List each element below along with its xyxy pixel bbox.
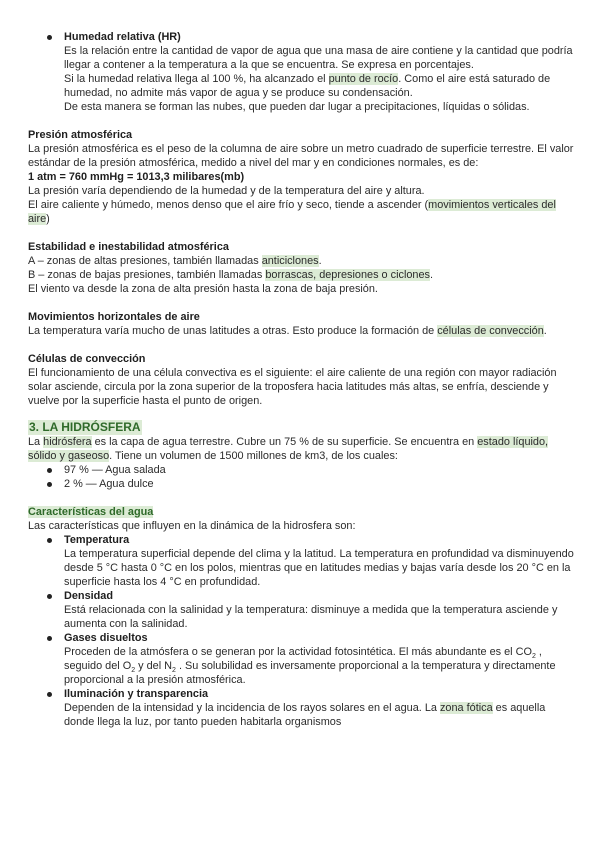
densidad-text: Está relacionada con la salinidad y la temperatura: disminuye a medida que la temperatura asciende y aumenta con la salinidad. [64, 604, 558, 630]
humedad-p3: De esta manera se forman las nubes, que pueden dar lugar a precipitaciones, líquidas o sólidas. [64, 101, 530, 113]
hidrosfera-post: . Tiene un volumen de 1500 millones de km3, de los cuales: [109, 450, 398, 462]
iluminacion-title: Iluminación y transparencia [64, 688, 209, 700]
humedad-p2-a: Si la humedad relativa llega al 100 %, ha alcanzado el [64, 73, 329, 85]
agua-dulce-item: 2 % — Agua dulce [64, 478, 154, 490]
celulas-section [28, 352, 576, 408]
bullet-dot [47, 636, 52, 641]
caracteristicas-section [28, 505, 576, 729]
humedad-bullet [28, 30, 576, 114]
movimientos-section [28, 310, 576, 338]
list-item [28, 477, 576, 491]
bullet-dot [47, 468, 52, 473]
o2-subscript: 2 [131, 667, 136, 675]
humedad-title: Humedad relativa (HR) [64, 31, 181, 43]
celulas-text: El funcionamiento de una célula convectiva es el siguiente: el aire caliente de una región con mayor radiación solar asciende, circula por la zona superior de la troposfera hacia latitudes más altas, se enfría, desciende y vuelve por la superficie hasta el punto de origen. [28, 367, 557, 407]
hidrosfera-text [28, 435, 576, 463]
presion-section [28, 128, 576, 226]
estabilidad-c: El viento va desde la zona de alta presión hasta la zona de baja presión. [28, 283, 378, 295]
iluminacion-bullet [28, 687, 576, 729]
hidrosfera-pre: La [28, 436, 44, 448]
densidad-bullet [28, 589, 576, 631]
iluminacion-post: es aquella donde llega la luz, por tanto pueden habitarla organismos [64, 702, 546, 728]
celulas-conveccion-highlight: células de convección [437, 325, 544, 337]
agua-salada-item: 97 % — Agua salada [64, 464, 166, 476]
gases-title: Gases disueltos [64, 632, 148, 644]
bullet-dot [47, 692, 52, 697]
gases-bullet [28, 631, 576, 687]
document-content [28, 30, 576, 729]
estabilidad-a [28, 254, 576, 268]
co2-subscript: 2 [531, 653, 536, 661]
temperatura-bullet [28, 533, 576, 589]
humedad-p2 [64, 72, 576, 100]
estabilidad-section [28, 240, 576, 296]
humedad-p2-b: . Como el aire está saturado de humedad, no admite más vapor de agua y se produce su condensación. [64, 73, 551, 99]
zona-fotica-highlight: zona fótica [439, 702, 493, 714]
hidrosfera-section [28, 420, 576, 491]
anticiclones-highlight: anticiclones [261, 255, 319, 267]
n2-subscript: 2 [172, 667, 176, 675]
bullet-dot [47, 594, 52, 599]
temperatura-title: Temperatura [64, 534, 130, 546]
presion-p2: La presión varía dependiendo de la humedad y de la temperatura del aire y altura. [28, 185, 425, 197]
presion-p1: La presión atmosférica es el peso de la columna de aire sobre un metro cuadrado de superficie terrestre. El valor estándar de la presión atmosférica, medido a nivel del mar y en condiciones normales, es de: [28, 143, 574, 169]
estabilidad-b-post: . [430, 269, 434, 281]
movimientos-post: . [543, 325, 547, 337]
gases-text [64, 645, 576, 687]
estados-highlight: estado líquido, sólido y gaseoso [28, 436, 549, 462]
presion-p3-a: El aire caliente y húmedo, menos denso que el aire frío y seco, tiende a ascender ( [28, 199, 429, 211]
presion-p3-b: ) [46, 213, 50, 225]
hidrosfera-heading: 3. LA HIDRÓSFERA [29, 420, 141, 434]
hidrosfera-mid: es la capa de agua terrestre. Cubre un 75 % de su superficie. Se encuentra en [91, 436, 478, 448]
bullet-dot [47, 482, 52, 487]
movimientos-pre: La temperatura varía mucho de unas latitudes a otras. Esto produce la formación de [28, 325, 438, 337]
presion-title: Presión atmosférica [28, 129, 133, 141]
gases-t1: Proceden de la atmósfera o se generan por la actividad fotosintética. El más abundante es el CO [64, 646, 532, 658]
iluminacion-pre: Dependen de la intensidad y la incidencia de los rayos solares en el agua. La [64, 702, 440, 714]
gases-t2: , seguido del O [64, 646, 542, 672]
celulas-title: Células de convección [28, 353, 146, 365]
bullet-dot [47, 538, 52, 543]
borrascas-highlight: borrascas, depresiones o ciclones [265, 269, 430, 281]
list-item [28, 463, 576, 477]
caracteristicas-intro: Las características que influyen en la dinámica de la hidrosfera son: [28, 520, 356, 532]
temperatura-text: La temperatura superficial depende del clima y la latitud. La temperatura en profundidad va disminuyendo desde 5 °C hasta 0 °C en los polos, mientras que en latitudes medias y bajas varía desde los 20 °C en la superficie hasta los 4 °C en profundidad. [64, 548, 574, 588]
movimientos-verticales-highlight: movimientos verticales del aire [28, 199, 556, 225]
presion-formula: 1 atm = 760 mmHg = 1013,3 milibares(mb) [28, 171, 245, 183]
movimientos-text [28, 324, 576, 338]
estabilidad-b [28, 268, 576, 282]
caracteristicas-title: Características del agua [28, 506, 154, 518]
presion-p3 [28, 198, 576, 226]
estabilidad-a-post: . [318, 255, 322, 267]
hidrosfera-highlight: hidrósfera [43, 436, 92, 448]
estabilidad-title: Estabilidad e inestabilidad atmosférica [28, 241, 229, 253]
gases-t3: y del N [135, 660, 173, 672]
iluminacion-text [64, 701, 576, 729]
estabilidad-b-pre: B – zonas de bajas presiones, también llamadas [28, 269, 266, 281]
punto-rocio-highlight: punto de rocío [328, 73, 399, 85]
estabilidad-a-pre: A – zonas de altas presiones, también llamadas [28, 255, 262, 267]
movimientos-title: Movimientos horizontales de aire [28, 311, 200, 323]
gases-t4: . Su solubilidad es inversamente proporcional a la temperatura y directamente proporcional a la presión atmosférica. [64, 660, 556, 686]
humedad-p1: Es la relación entre la cantidad de vapor de agua que una masa de aire contiene y la cantidad que podría llegar a contener a la temperatura a la que se encuentra. Se expresa en porcentajes. [64, 45, 573, 71]
densidad-title: Densidad [64, 590, 114, 602]
bullet-dot [47, 35, 52, 40]
